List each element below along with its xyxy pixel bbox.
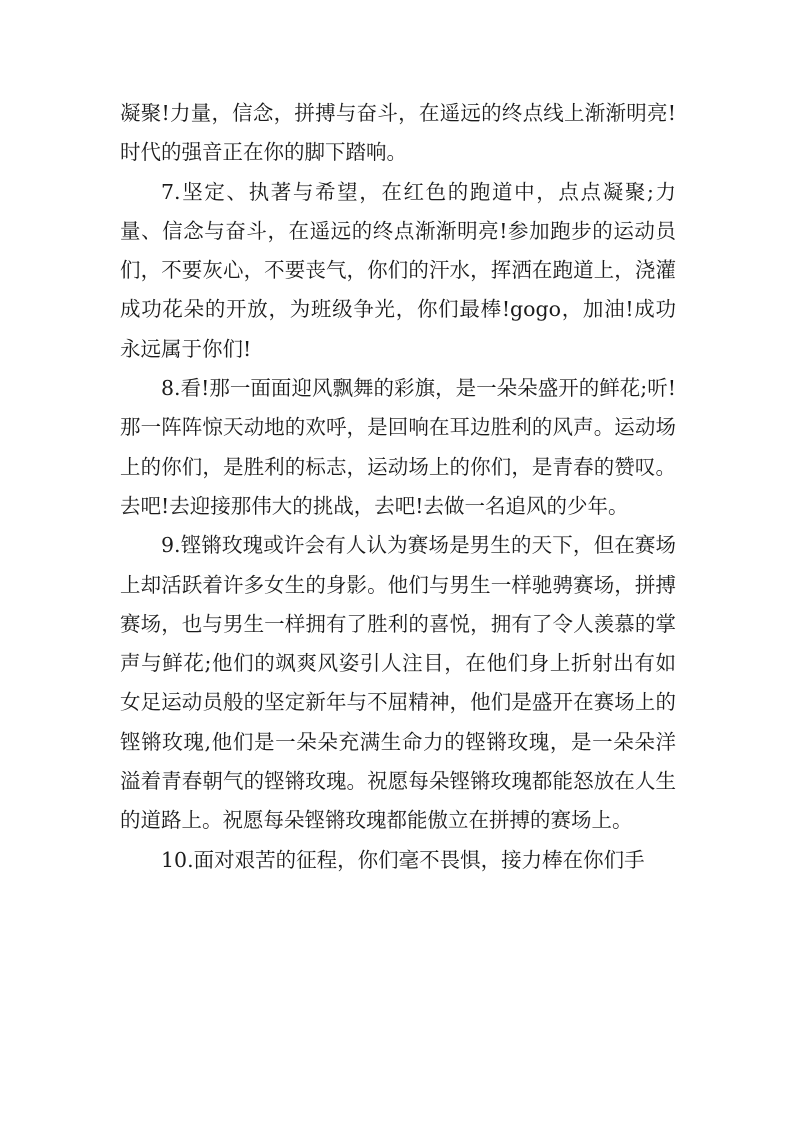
- paragraph-3: 8.看!那一面面迎风飘舞的彩旗，是一朵朵盛开的鲜花;听!那一阵阵惊天动地的欢呼，是回响在耳边胜利的风声。运动场上的你们，是胜利的标志，运动场上的你们，是青春的赞叹。去吧!去迎接那伟大的挑战，去吧!去做一名追风的少年。: [120, 376, 676, 518]
- paragraph-2: 7.坚定、执著与希望，在红色的跑道中，点点凝聚;力量、信念与奋斗，在遥远的终点渐渐明亮!参加跑步的运动员们，不要灰心，不要丧气，你们的汗水，挥洒在跑道上，浇灌成功花朵的开放，为班级争光，你们最棒!gogo，加油!成功永远属于你们!: [120, 179, 676, 361]
- document-body: [120, 94, 676, 880]
- paragraph-4: 9.铿锵玫瑰或许会有人认为赛场是男生的天下，但在赛场上却活跃着许多女生的身影。他们与男生一样驰骋赛场，拼搏赛场，也与男生一样拥有了胜利的喜悦，拥有了令人羡慕的掌声与鲜花;他们的飒爽风姿引人注目，在他们身上折射出有如女足运动员般的坚定新年与不屈精神，他们是盛开在赛场上的铿锵玫瑰,他们是一朵朵充满生命力的铿锵玫瑰，是一朵朵洋溢着青春朝气的铿锵玫瑰。祝愿每朵铿锵玫瑰都能怒放在人生的道路上。祝愿每朵铿锵玫瑰都能傲立在拼搏的赛场上。: [120, 533, 676, 833]
- paragraph-5: 10.面对艰苦的征程，你们毫不畏惧，接力棒在你们手: [161, 847, 645, 872]
- paragraph-1: 凝聚!力量，信念，拼搏与奋斗，在遥远的终点线上渐渐明亮!时代的强音正在你的脚下踏响。: [120, 101, 676, 165]
